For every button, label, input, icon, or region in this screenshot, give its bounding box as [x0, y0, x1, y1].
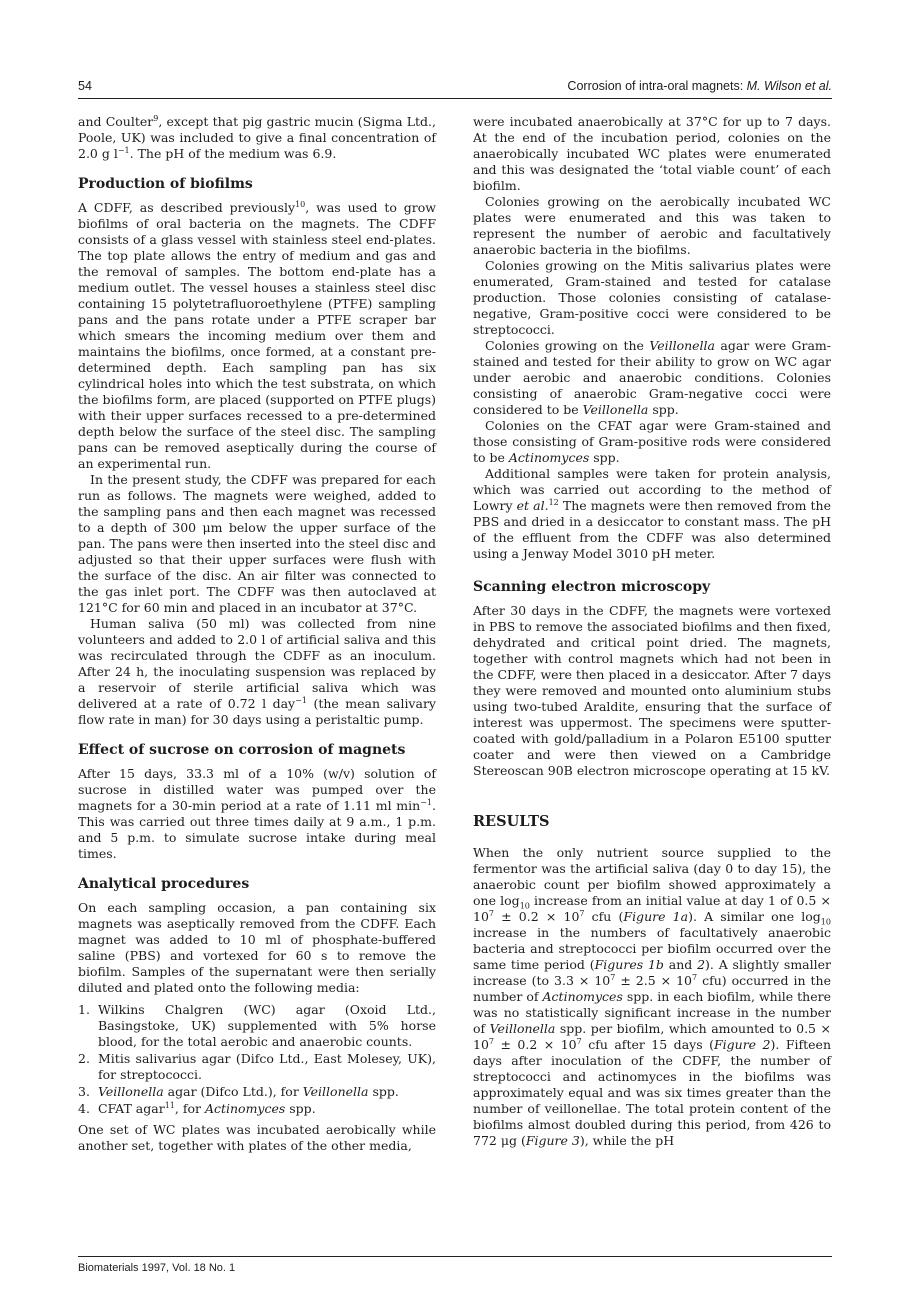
incubation-paragraph-2: Colonies growing on the aerobically incubated WC plates were enumerated and this was taken to represent the number of aerobic and facultatively anaerobic bacteria in the biofilms. [473, 194, 831, 257]
analytical-paragraph-1: On each sampling occasion, a pan containing six magnets was aseptically removed from the CDFF. Each magnet was added to 10 ml of phosphate-buffered saline (PBS) and vortexed for 60 s to remove the biofilm. Samples of the supernatant were then serially diluted and plated onto the following media: [78, 900, 436, 995]
list-item: 1. Wilkins Chalgren (WC) agar (Oxoid Ltd., Basingstoke, UK) supplemented with 5% horse blood, for the total aerobic and anaerobic counts. [78, 1002, 436, 1049]
left-column [78, 114, 436, 1154]
incubation-paragraph-6: Additional samples were taken for protein analysis, which was carried out according to the method of Lowry et al.$^{12}$ The magnets were then removed from the PBS and dried in a desiccator to constant mass. The pH of the effluent from the CDFF was also determined using a Jenway Model 3010 pH meter. [473, 466, 831, 561]
sucrose-paragraph: After 15 days, 33.3 ml of a 10% (w/v) solution of sucrose in distilled water was pumped over the magnets for a 30-min period at a rate of 1.11 ml $\min^{-1}$. This was carried out three times daily at 9 a.m., 1 p.m. and 5 p.m. to simulate sucrose intake during meal times. [78, 766, 436, 861]
biofilms-paragraph-3: Human saliva (50 ml) was collected from nine volunteers and added to 2.0 l of artificial saliva and this was recirculated through the CDFF as an inoculum. After 24 h, the inoculating suspension was replaced by a reservoir of sterile artificial saliva which was delivered at a rate of 0.72 l day$^{-1}$ (the mean salivary flow rate in man) for 30 days using a peristaltic pump. [78, 616, 436, 727]
page-footer [78, 1256, 832, 1274]
analytical-paragraph-2: One set of WC plates was incubated aerobically while another set, together with plates of the other media, [78, 1122, 436, 1153]
section-heading-results: RESULTS [473, 813, 550, 830]
results-paragraph: When the only nutrient source supplied to the fermentor was the artificial saliva (day 0 to day 15), the anaerobic count per biofilm showed approximately a one $\log_{10}$ increase from an initial value at day 1 of $0.5 \times 10^7 \pm 0.2 \times 10^7$ cfu (Figure 1a). A similar one $\log_{10}$ increase in the numbers of facultatively anaerobic bacteria and streptococci per biofilm occurred over the same time period (Figures 1b and 2). A slightly smaller increase (to $3.3 \times 10^7 \pm 2.5 \times 10^7$ cfu) occurred in the number of Actinomyces spp. in each biofilm, while there was no statistically significant increase in the number of Veillonella spp. per biofilm, which amounted to $0.5 \times 10^7 \pm 0.2 \times 10^7$ cfu after 15 days (Figure 2). Fifteen days after inoculation of the CDFF, the number of streptococci and actinomyces in the biofilms was approximately equal and was six times greater than the number of veillonellae. The total protein content of the biofilms almost doubled during this period, from 426 to 772 μg (Figure 3), while the pH [473, 845, 831, 1148]
sem-paragraph: After 30 days in the CDFF, the magnets were vortexed in PBS to remove the associated biofilms and then fixed, dehydrated and critical point dried. The magnets, together with control magnets which had not been in the CDFF, were then placed in a desiccator. After 7 days they were removed and mounted onto aluminium stubs using two-tubed Araldite, ensuring that the surface of interest was uppermost. The specimens were sputter-coated with gold/palladium in a Polaron E5100 sputter coater and were then viewed on a Cambridge Stereoscan 90B electron microscope operating at 15 kV. [473, 603, 831, 778]
running-header [78, 76, 832, 99]
biofilms-paragraph-1: A CDFF, as described previously$^{10}$, was used to grow biofilms of oral bacteria on the magnets. The CDFF consists of a glass vessel with stainless steel end-plates. The top plate allows the entry of medium and gas and the removal of samples. The bottom end-plate has a medium outlet. The vessel houses a stainless steel disc containing 15 polytetrafluoroethylene (PTFE) sampling pans and the pans rotate under a PTFE scraper bar which smears the incoming medium over them and maintains the biofilms, once formed, at a constant pre-determined depth. Each sampling pan has six cylindrical holes into which the test substrata, on which the biofilms form, are placed (supported on PTFE plugs) with their upper surfaces recessed to a pre-determined depth below the surface of the steel disc. The sampling pans can be removed aseptically during the course of an experimental run. [78, 199, 436, 471]
section-heading-biofilms: Production of biofilms [78, 176, 253, 192]
biofilms-paragraph-2: In the present study, the CDFF was prepared for each run as follows. The magnets were weighed, added to the sampling pans and then each magnet was recessed to a depth of 300 μm below the upper surface of the pan. The pans were then inserted into the steel disc and adjusted so that their upper surfaces were flush with the surface of the disc. An air filter was connected to the gas inlet port. The CDFF was then autoclaved at 121°C for 60 min and placed in an incubator at 37°C. [78, 472, 436, 615]
section-heading-analytical: Analytical procedures [78, 876, 250, 892]
page-number: 54 [78, 79, 92, 93]
media-list [78, 1002, 436, 1117]
list-item: 4. CFAT agar$^{11}$, for Actinomyces spp. [78, 1100, 316, 1116]
incubation-paragraph-1: were incubated anaerobically at 37°C for up to 7 days. At the end of the incubation period, colonies on the anaerobically incubated WC plates were enumerated and this was designated the ‘total viable count’ of each biofilm. [473, 114, 831, 193]
list-item: 3. Veillonella agar (Difco Ltd.), for Veillonella spp. [78, 1084, 399, 1099]
intro-paragraph: and Coulter$^9$, except that pig gastric mucin (Sigma Ltd., Poole, UK) was included to give a final concentration of 2.0 g $l^{-1}$. The pH of the medium was 6.9. [78, 113, 437, 161]
right-column [473, 114, 831, 1149]
journal-citation: Biomaterials 1997, Vol. 18 No. 1 [78, 1262, 236, 1274]
incubation-paragraph-5: Colonies on the CFAT agar were Gram-stained and those consisting of Gram-positive rods were considered to be Actinomyces spp. [473, 418, 831, 465]
section-heading-sucrose: Effect of sucrose on corrosion of magnets [78, 742, 406, 758]
incubation-paragraph-4: Colonies growing on the Veillonella agar were Gram-stained and tested for their ability to grow on WC agar under aerobic and anaerobic conditions. Colonies consisting of anaerobic Gram-negative cocci were considered to be Veillonella spp. [473, 338, 832, 417]
running-title: Corrosion of intra-oral magnets: M. Wilson et al. [567, 79, 832, 93]
section-heading-sem: Scanning electron microscopy [473, 579, 711, 595]
incubation-paragraph-3: Colonies growing on the Mitis salivarius plates were enumerated, Gram-stained and tested for catalase production. Those colonies consisting of catalase-negative, Gram-positive cocci were considered to be streptococci. [473, 258, 831, 337]
list-item: 2. Mitis salivarius agar (Difco Ltd., East Molesey, UK), for streptococci. [78, 1051, 436, 1082]
